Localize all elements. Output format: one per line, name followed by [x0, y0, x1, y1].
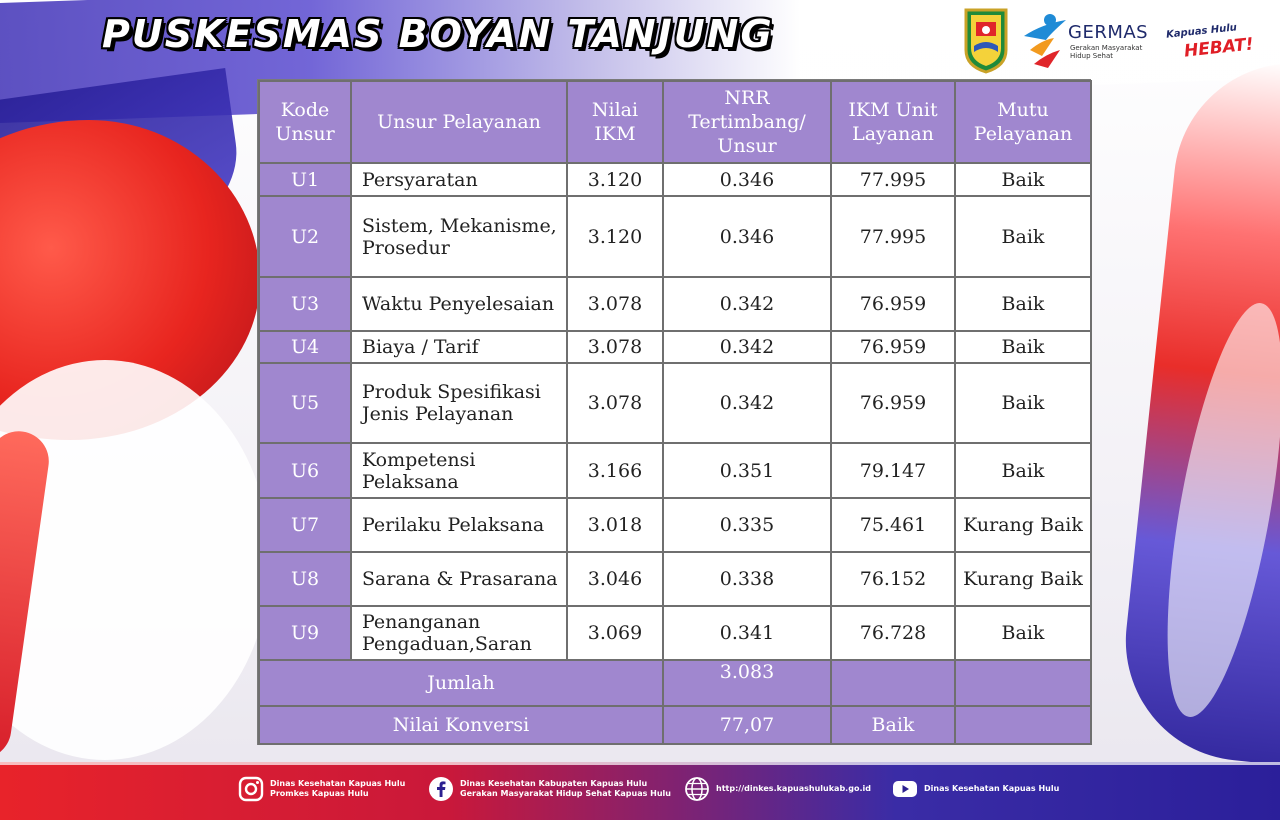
row-kode: U5	[259, 363, 351, 443]
row-nrr: 0.346	[663, 196, 831, 277]
row-nilai: 3.120	[567, 163, 663, 196]
table-row	[259, 331, 1091, 363]
footer-instagram[interactable]	[238, 776, 405, 802]
row-ikm: 76.959	[831, 363, 955, 443]
row-ikm: 79.147	[831, 443, 955, 498]
germas-logo	[1020, 10, 1160, 72]
row-unsur: Persyaratan	[351, 163, 567, 196]
nilai-konversi-row	[259, 706, 1091, 744]
row-nrr: 0.338	[663, 552, 831, 606]
row-mutu: Baik	[955, 363, 1091, 443]
table-row	[259, 363, 1091, 443]
row-unsur: Perilaku Pelaksana	[351, 498, 567, 552]
row-kode: U9	[259, 606, 351, 660]
row-nrr: 0.342	[663, 331, 831, 363]
konversi-mutu: Baik	[831, 706, 955, 744]
row-nrr: 0.342	[663, 277, 831, 331]
row-nrr: 0.351	[663, 443, 831, 498]
row-mutu: Kurang Baik	[955, 498, 1091, 552]
website-url: http://dinkes.kapuashulukab.go.id	[716, 784, 871, 793]
row-unsur: Biaya / Tarif	[351, 331, 567, 363]
row-mutu: Baik	[955, 163, 1091, 196]
row-kode: U4	[259, 331, 351, 363]
instagram-account-1: Dinas Kesehatan Kapuas Hulu	[270, 779, 406, 788]
row-nilai: 3.046	[567, 552, 663, 606]
facebook-account-2: Gerakan Masyarakat Hidup Sehat Kapuas Hulu	[460, 789, 671, 798]
row-mutu: Baik	[955, 443, 1091, 498]
facebook-account-1: Dinas Kesehatan Kabupaten Kapuas Hulu	[460, 779, 648, 788]
kapuas-logo-line1: Kapuas Hulu	[1165, 22, 1238, 41]
row-unsur: Penanganan Pengaduan,Saran	[351, 606, 567, 660]
ikm-table-container	[258, 80, 1090, 744]
row-kode: U2	[259, 196, 351, 277]
footer-bar	[0, 762, 1280, 820]
header-nrr-tertimbang: NRR Tertimbang/ Unsur	[663, 81, 831, 163]
footer-website[interactable]	[684, 776, 871, 802]
header-mutu-pelayanan: Mutu Pelayanan	[955, 81, 1091, 163]
table-row	[259, 196, 1091, 277]
row-nilai: 3.166	[567, 443, 663, 498]
germas-name: GERMAS	[1068, 22, 1149, 43]
row-nilai: 3.078	[567, 363, 663, 443]
row-nilai: 3.120	[567, 196, 663, 277]
row-nrr: 0.335	[663, 498, 831, 552]
table-row	[259, 277, 1091, 331]
table-row	[259, 606, 1091, 660]
konversi-label: Nilai Konversi	[259, 706, 663, 744]
header-nilai-ikm: Nilai IKM	[567, 81, 663, 163]
row-mutu: Baik	[955, 277, 1091, 331]
table-row	[259, 163, 1091, 196]
jumlah-value: 3.083	[663, 660, 831, 706]
row-mutu: Baik	[955, 331, 1091, 363]
row-mutu: Baik	[955, 606, 1091, 660]
row-nrr: 0.346	[663, 163, 831, 196]
row-mutu: Baik	[955, 196, 1091, 277]
row-mutu: Kurang Baik	[955, 552, 1091, 606]
jumlah-label: Jumlah	[259, 660, 663, 706]
row-nrr: 0.341	[663, 606, 831, 660]
row-unsur: Produk Spesifikasi Jenis Pelayanan	[351, 363, 567, 443]
row-nilai: 3.078	[567, 331, 663, 363]
instagram-icon	[238, 776, 264, 802]
header-ikm-unit-layanan: IKM Unit Layanan	[831, 81, 955, 163]
row-kode: U8	[259, 552, 351, 606]
row-ikm: 77.995	[831, 163, 955, 196]
row-unsur: Kompetensi Pelaksana	[351, 443, 567, 498]
globe-icon	[684, 776, 710, 802]
row-ikm: 76.152	[831, 552, 955, 606]
youtube-icon	[892, 776, 918, 802]
row-kode: U7	[259, 498, 351, 552]
ikm-table	[258, 80, 1092, 745]
header-unsur-pelayanan: Unsur Pelayanan	[351, 81, 567, 163]
row-ikm: 76.959	[831, 277, 955, 331]
row-unsur: Sistem, Mekanisme, Prosedur	[351, 196, 567, 277]
row-nilai: 3.078	[567, 277, 663, 331]
row-nilai: 3.069	[567, 606, 663, 660]
table-row	[259, 443, 1091, 498]
row-kode: U1	[259, 163, 351, 196]
row-nrr: 0.342	[663, 363, 831, 443]
row-ikm: 76.959	[831, 331, 955, 363]
jumlah-empty-mutu	[955, 660, 1091, 706]
kapuas-hulu-hebat-logo	[1165, 22, 1278, 66]
jumlah-row	[259, 660, 1091, 706]
row-unsur: Sarana & Prasarana	[351, 552, 567, 606]
row-kode: U3	[259, 277, 351, 331]
header-kode-unsur: Kode Unsur	[259, 81, 351, 163]
table-row	[259, 498, 1091, 552]
youtube-account: Dinas Kesehatan Kapuas Hulu	[924, 784, 1060, 793]
germas-figure-icon	[1020, 10, 1070, 72]
konversi-value: 77,07	[663, 706, 831, 744]
konversi-empty	[955, 706, 1091, 744]
row-ikm: 77.995	[831, 196, 955, 277]
footer-facebook[interactable]	[428, 776, 671, 802]
row-nilai: 3.018	[567, 498, 663, 552]
row-ikm: 75.461	[831, 498, 955, 552]
row-unsur: Waktu Penyelesaian	[351, 277, 567, 331]
germas-tagline: Gerakan Masyarakat Hidup Sehat	[1070, 44, 1143, 60]
facebook-icon	[428, 776, 454, 802]
table-row	[259, 552, 1091, 606]
page-title: PUSKESMAS BOYAN TANJUNG	[102, 12, 774, 56]
instagram-account-2: Promkes Kapuas Hulu	[270, 789, 369, 798]
jumlah-empty-ikm	[831, 660, 955, 706]
table-header-row	[259, 81, 1091, 163]
row-kode: U6	[259, 443, 351, 498]
kabupaten-logo-icon	[962, 6, 1010, 74]
row-ikm: 76.728	[831, 606, 955, 660]
footer-youtube[interactable]	[892, 776, 1059, 802]
kapuas-logo-line2: HEBAT!	[1183, 34, 1255, 62]
